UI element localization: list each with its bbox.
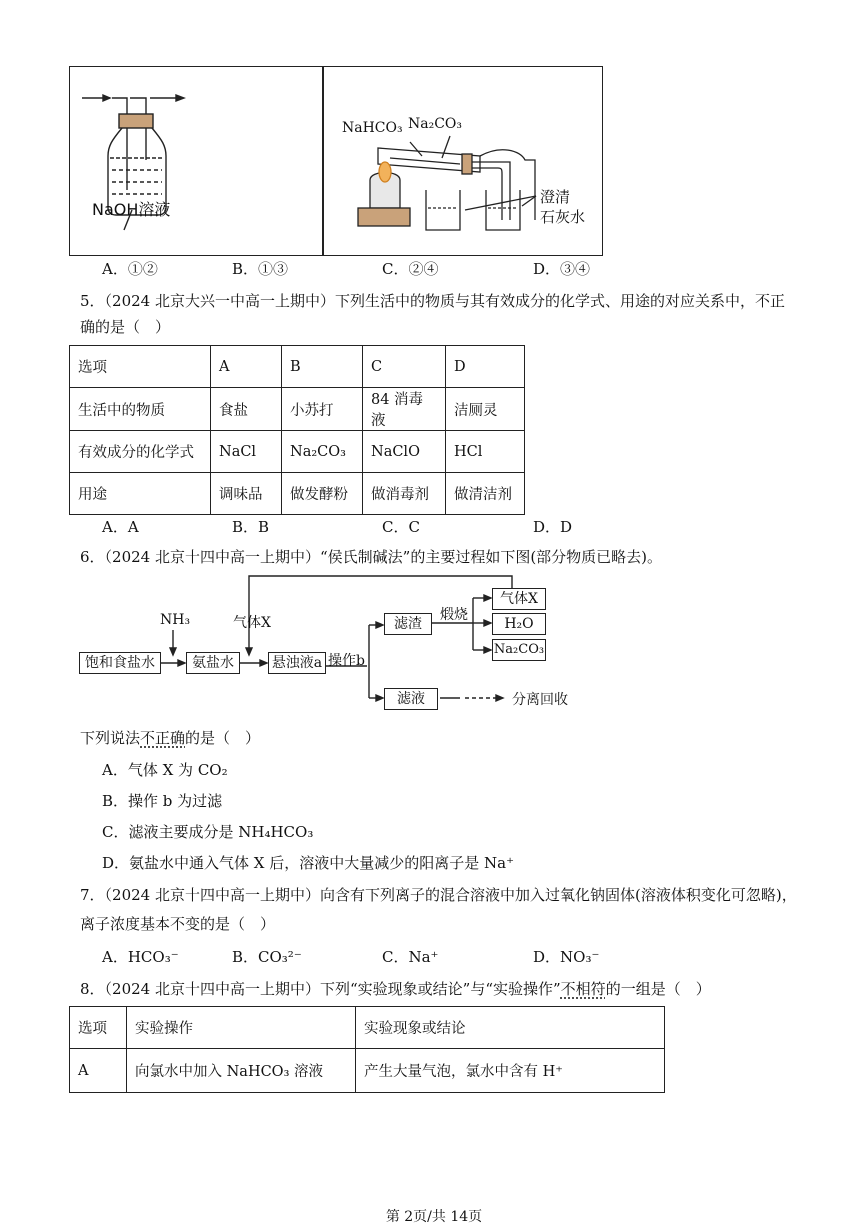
q4-option-b[interactable]: B．①③ (232, 260, 289, 278)
q5-stem-line1: 5．（2024 北京大兴一中高一上期中）下列生活中的物质与其有效成分的化学式、用途的对应关系中，不正 (80, 292, 785, 310)
q5-cell: 小苏打 (282, 388, 363, 431)
q8-stem (80, 978, 711, 999)
q5-header-b: B (282, 346, 363, 388)
nh3-label: NH₃ (160, 612, 191, 628)
page-footer: 第 2页/共 14页 (385, 1209, 483, 1225)
q7-option-c[interactable]: C．Na⁺ (382, 948, 439, 966)
q5-option-a[interactable]: A．A (102, 518, 139, 536)
residue-box: 滤渣 (384, 613, 432, 635)
q5-cell: 洁厕灵 (446, 388, 525, 431)
q5-option-d[interactable]: D．D (533, 518, 573, 536)
q7-option-d[interactable]: D．NO₃⁻ (533, 948, 600, 966)
q6-prompt-pre: 下列说法 (80, 729, 141, 747)
q7-option-a[interactable]: A．HCO₃⁻ (102, 948, 179, 966)
q5-option-c[interactable]: C．C (382, 518, 420, 536)
na2co3-label: Na₂CO₃ (408, 116, 463, 132)
q5-cell: Na₂CO₃ (282, 431, 363, 473)
limewater-label-line2: 石灰水 (540, 208, 586, 226)
q6-prompt (80, 727, 260, 748)
q5-option-b[interactable]: B．B (232, 518, 270, 536)
q5-cell: 食盐 (211, 388, 282, 431)
q6-option-b[interactable]: B．操作 b 为过滤 (102, 792, 223, 810)
q4-option-d[interactable]: D．③④ (533, 260, 591, 278)
nahco3-label: NaHCO₃ (342, 120, 403, 136)
q8-row-a-operation: 向氯水中加入 NaHCO₃ 溶液 (127, 1049, 356, 1093)
q5-header-c: C (363, 346, 446, 388)
q5-cell: HCl (446, 431, 525, 473)
q5-header-option: 选项 (70, 346, 211, 388)
q8-stem-emphasis: 不相符 (560, 980, 606, 998)
q8-header-result: 实验现象或结论 (356, 1007, 665, 1049)
q8-header-option: 选项 (70, 1007, 127, 1049)
suspension-box: 悬浊液a (268, 652, 326, 674)
q4-option-c[interactable]: C．②④ (382, 260, 439, 278)
q8-stem-post: 的一组是（ ） (605, 980, 711, 998)
q7-option-b[interactable]: B．CO₃²⁻ (232, 948, 302, 966)
q4-option-a[interactable]: A．①② (102, 260, 158, 278)
sodium-carbonate-box: Na₂CO₃ (492, 639, 546, 661)
q6-stem: 6．（2024 北京十四中高一上期中）“侯氏制碱法”的主要过程如下图(部分物质已略去)。 (80, 548, 663, 566)
q5-cell: NaClO (363, 431, 446, 473)
q5-stem-line2: 确的是（ ） (80, 318, 171, 336)
q5-row-use-label: 用途 (70, 473, 211, 515)
saturated-brine-box: 饱和食盐水 (79, 652, 161, 674)
q5-row-substance-label: 生活中的物质 (70, 388, 211, 431)
q8-header-operation: 实验操作 (127, 1007, 356, 1049)
q8-stem-pre: 8．（2024 北京十四中高一上期中）下列“实验现象或结论”与“实验操作” (80, 980, 561, 998)
gas-x-output-box: 气体X (492, 588, 546, 610)
naoh-solution-label: NaOH溶液 (92, 200, 171, 219)
operation-b-label: 操作b (328, 653, 365, 669)
q5-cell: 做消毒剂 (363, 473, 446, 515)
limewater-label-line1: 澄清 (540, 188, 571, 206)
q6-option-d[interactable]: D．氨盐水中通入气体 X 后，溶液中大量减少的阳离子是 Na⁺ (102, 854, 514, 872)
q8-table (69, 1006, 665, 1093)
q8-row-a-option: A (70, 1049, 127, 1093)
ammonia-brine-box: 氨盐水 (186, 652, 240, 674)
q8-row-a-result: 产生大量气泡，氯水中含有 H⁺ (356, 1049, 665, 1093)
q6-option-c[interactable]: C．滤液主要成分是 NH₄HCO₃ (102, 823, 314, 841)
q6-prompt-emphasis: 不正确 (140, 729, 186, 747)
q6-option-a[interactable]: A．气体 X 为 CO₂ (102, 761, 228, 779)
q6-prompt-post: 的是（ ） (185, 729, 261, 747)
q5-header-a: A (211, 346, 282, 388)
q4-figure-divider (322, 66, 324, 256)
q5-cell: 做发酵粉 (282, 473, 363, 515)
water-box: H₂O (492, 613, 546, 635)
q5-row-formula-label: 有效成分的化学式 (70, 431, 211, 473)
gas-x-input-label: 气体X (233, 615, 271, 631)
separation-recovery-label: 分离回收 (512, 692, 568, 708)
q5-cell: 调味品 (211, 473, 282, 515)
filtrate-box: 滤液 (384, 688, 438, 710)
q5-table (69, 345, 525, 515)
q7-stem-line2: 离子浓度基本不变的是（ ） (80, 915, 276, 933)
q5-cell: 做清洁剂 (446, 473, 525, 515)
q5-cell: 84 消毒液 (363, 388, 446, 431)
q7-stem-line1: 7．（2024 北京十四中高一上期中）向含有下列离子的混合溶液中加入过氧化钠固体(溶液体积变化可忽略)， (80, 886, 797, 904)
q5-cell: NaCl (211, 431, 282, 473)
gas-washing-bottle-diagram (72, 70, 320, 250)
calcine-label: 煅烧 (440, 607, 468, 623)
q5-header-d: D (446, 346, 525, 388)
